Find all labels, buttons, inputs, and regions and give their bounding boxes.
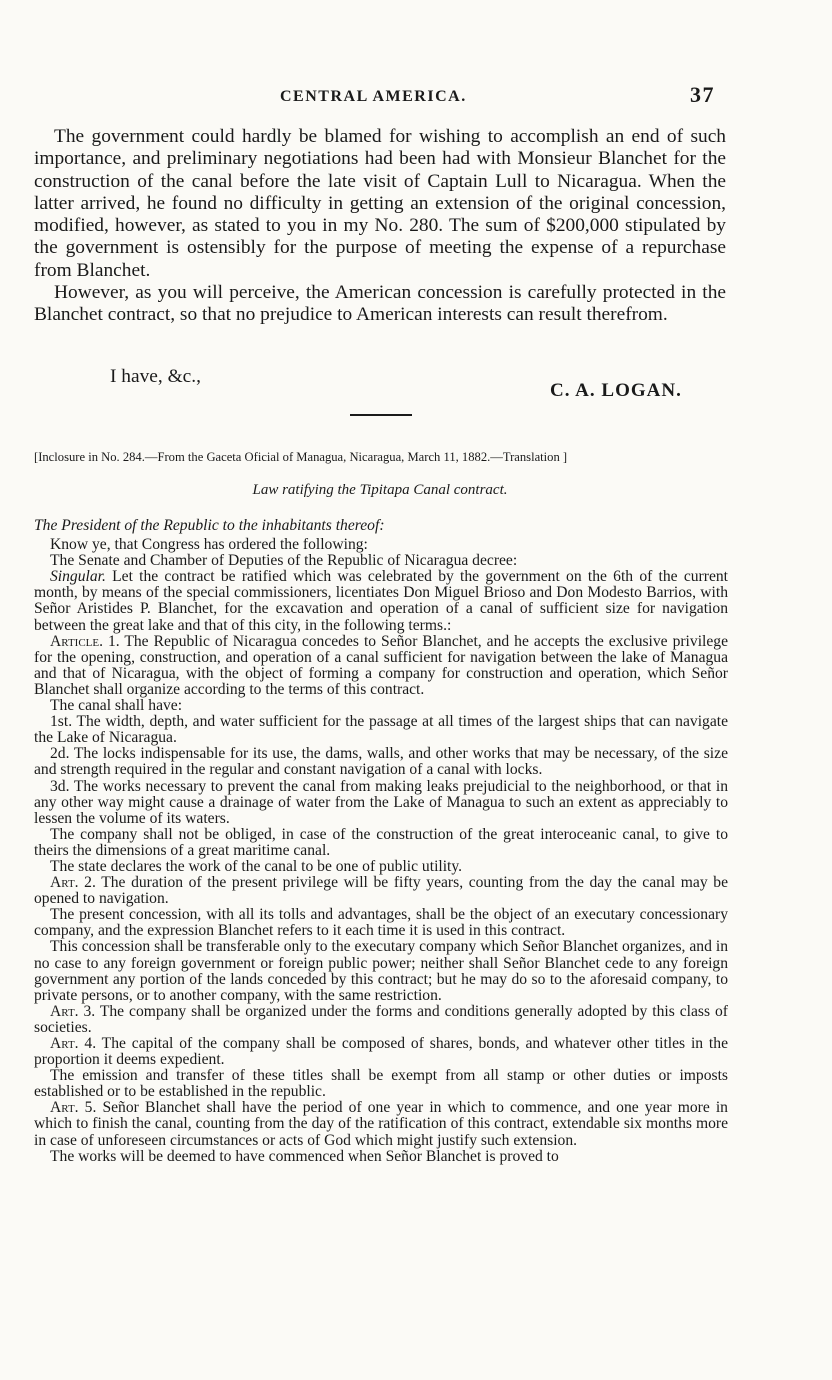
decree-paragraph — [34, 1100, 728, 1148]
para-text: The company shall not be obliged, in case of the construction of the great interoceanic canal, to give to theirs the dimensions of a great maritime canal. — [34, 825, 728, 859]
decree-paragraph — [34, 537, 728, 553]
decree-paragraph — [34, 553, 728, 569]
letter-paragraph: However, as you will perceive, the American concession is carefully protected in the Blanchet contract, so that no prejudice to American interests can result therefrom. — [34, 282, 726, 326]
para-text: Know ye, that Congress has ordered the following: — [50, 536, 368, 554]
letter-body — [34, 126, 726, 327]
para-lead: Art. 3. — [50, 1002, 96, 1020]
para-text: Señor Blanchet shall have the period of one year in which to commence, and one year more in which to finish the canal, counting from the day of the ratification of this contract, extendable six months more in case of unforeseen circumstances or acts of God which might justify such extension. — [34, 1099, 728, 1149]
letter-signature: C. A. LOGAN. — [550, 380, 682, 401]
para-lead: Singular. — [50, 568, 106, 586]
para-text: The capital of the company shall be composed of shares, bonds, and whatever other titles in the proportion it deems expedient. — [34, 1035, 728, 1069]
para-lead: Art. 5. — [50, 1099, 97, 1117]
decree-paragraph — [34, 1149, 728, 1165]
para-text: The emission and transfer of these titles shall be exempt from all stamp or other duties or imposts established or to be established in the republic. — [34, 1067, 728, 1101]
para-text: The Senate and Chamber of Deputies of the Republic of Nicaragua decree: — [50, 552, 518, 570]
para-text: The canal shall have: — [50, 697, 183, 715]
para-text: 2d. The locks indispensable for its use, the dams, walls, and other works that may be necessary, of the size and strength required in the regular and constant navigation of a canal with locks. — [34, 745, 728, 779]
para-lead: Art. 2. — [50, 874, 96, 892]
para-text: This concession shall be transferable only to the executary company which Señor Blanchet organizes, and in no case to any foreign government or foreign public power; neither shall Señor Blanchet cede to any foreign government any portion of the lands conceded by this contract; but he may do so to the aforesaid company, to private persons, or to another company, with the same restriction. — [34, 938, 728, 1004]
para-text: The company shall be organized under the forms and conditions generally adopted by this class of societies. — [34, 1002, 728, 1036]
para-text: The duration of the present privilege will be fifty years, counting from the day the canal may be opened to navigation. — [34, 874, 728, 908]
decree-paragraph — [34, 1068, 728, 1100]
letter-closing: I have, &c., — [110, 366, 201, 387]
decree-paragraph — [34, 1036, 728, 1068]
law-title: Law ratifying the Tipitapa Canal contract. — [252, 482, 508, 498]
para-text: The Republic of Nicaragua concedes to Señor Blanchet, and he accepts the exclusive privilege for the opening, construction, and operation of a canal sufficient for navigation between the lake of Managua and that of Nicaragua, with the object of forming a company for construction and operation, which Señor Blanchet shall organize according to the terms of this contract. — [34, 632, 728, 698]
para-lead: Article. 1. — [50, 632, 120, 650]
decree-paragraph — [34, 1004, 728, 1036]
para-text: 1st. The width, depth, and water sufficient for the passage at all times of the largest ships that can navigate the Lake of Nicaragua. — [34, 713, 728, 747]
decree-paragraph — [34, 698, 728, 714]
decree-paragraph — [34, 779, 728, 827]
para-text: The present concession, with all its tolls and advantages, shall be the object of an executary concessionary company, and the expression Blanchet refers to it each time it is used in this contract. — [34, 906, 728, 940]
decree-address: The President of the Republic to the inhabitants thereof: — [34, 517, 385, 534]
para-text: Let the contract be ratified which was celebrated by the government on the 6th of the current month, by means of the special commissioners, licentiates Don Miguel Brioso and Don Modesto Barrios, with Señor Aristides P. Blanchet, for the excavation and operation of a canal of sufficient size for navigation between the great lake and that of this city, in the following terms.: — [34, 568, 728, 634]
para-text: The works will be deemed to have commenced when Señor Blanchet is proved to — [50, 1147, 559, 1165]
decree-body — [34, 518, 728, 1165]
running-title: CENTRAL AMERICA. — [280, 88, 467, 105]
letter-paragraph: The government could hardly be blamed for wishing to accomplish an end of such importance, and preliminary negotiations had been had with Monsieur Blanchet for the construction of the canal before the late visit of Captain Lull to Nicaragua. When the latter arrived, he found no difficulty in getting an extension of the original concession, modified, however, as stated to you in my No. 280. The sum of $200,000 stipulated by the government is ostensibly for the purpose of meeting the expense of a repurchase from Blanchet. — [34, 126, 726, 281]
decree-paragraph — [34, 875, 728, 907]
decree-paragraph — [34, 859, 728, 875]
decree-paragraph — [34, 714, 728, 746]
decree-paragraph — [34, 569, 728, 633]
decree-paragraph — [34, 634, 728, 698]
page-number: 37 — [690, 82, 715, 107]
para-lead: Art. 4. — [50, 1035, 97, 1052]
inclosure-note: [Inclosure in No. 284.—From the Gaceta Oficial of Managua, Nicaragua, March 11, 1882.—Translation ] — [34, 450, 568, 464]
para-text: 3d. The works necessary to prevent the canal from making leaks prejudicial to the neighborhood, or that in any other way might cause a drainage of water from the Lake of Managua to such an extent as appreciably to lessen the volume of its waters. — [34, 777, 728, 827]
decree-paragraph — [34, 827, 728, 859]
section-divider — [350, 414, 412, 416]
para-text: The state declares the work of the canal to be one of public utility. — [50, 857, 463, 875]
decree-paragraph — [34, 939, 728, 1003]
decree-paragraph — [34, 907, 728, 939]
decree-paragraph — [34, 746, 728, 778]
